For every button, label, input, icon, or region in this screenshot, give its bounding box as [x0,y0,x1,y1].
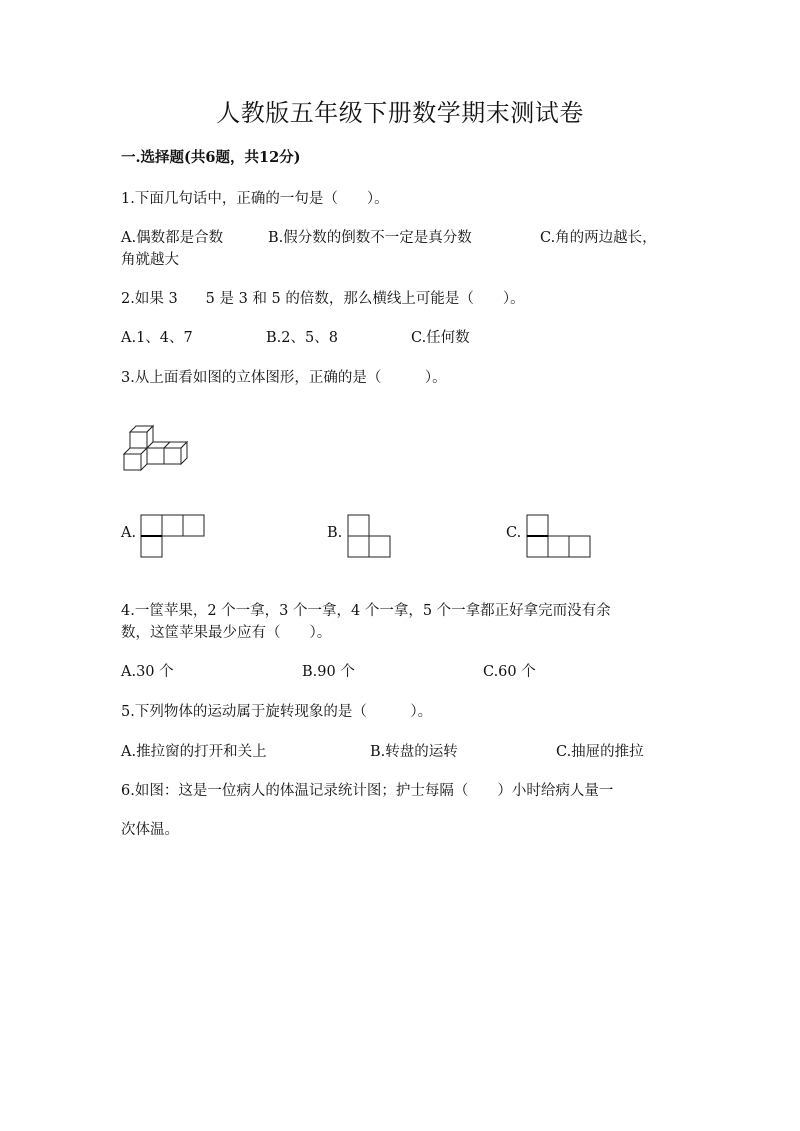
question-3-option-c-label: C. [506,525,522,541]
question-6-stem-continued: 次体温。 [121,822,179,838]
question-4-option-b: B.90 个 [302,664,355,680]
question-1-stem: 1.下面几句话中，正确的一句是（ ）。 [121,191,389,207]
cube-stack-figure [120,420,190,472]
question-2-stem-part-2: 5 是 3 和 5 的倍数，那么横线上可能是（ ）。 [205,291,525,307]
question-2-stem [121,288,525,310]
question-3-option-b-figure [347,514,393,560]
question-4-option-c: C.60 个 [483,664,536,680]
question-2-stem-part-1: 2.如果 3 [121,291,178,307]
question-5-option-c: C.抽屉的推拉 [556,744,644,760]
question-1-option-b: B.假分数的倒数不一定是真分数 [268,230,472,246]
question-3-option-a-figure [140,514,206,560]
question-6-stem: 6.如图：这是一位病人的体温记录统计图；护士每隔（ ）小时给病人量一 [121,783,614,799]
question-2-option-a: A.1、4、7 [121,330,193,346]
page-title: 人教版五年级下册数学期末测试卷 [216,99,584,127]
question-2-option-c: C.任何数 [411,330,470,346]
question-4-option-a: A.30 个 [121,664,174,680]
question-4-stem: 4.一筐苹果，2 个一拿，3 个一拿，4 个一拿，5 个一拿都正好拿完而没有余 [121,603,611,619]
question-3-option-c-figure [526,514,592,560]
question-3-option-b-label: B. [327,525,343,541]
question-5-stem: 5.下列物体的运动属于旋转现象的是（ ）。 [121,704,433,720]
question-5-option-a: A.推拉窗的打开和关上 [121,744,267,760]
question-3-option-a-label: A. [121,525,137,541]
question-2-option-b: B.2、5、8 [266,330,338,346]
question-1-option-c-continued: 角就越大 [121,252,179,268]
question-5-option-b: B.转盘的运转 [370,744,458,760]
section-heading: 一.选择题(共6题，共12分) [121,149,301,166]
question-1-option-a: A.偶数都是合数 [121,230,224,246]
question-3-stem: 3.从上面看如图的立体图形，正确的是（ ）。 [121,370,447,386]
question-4-stem-continued: 数，这筐苹果最少应有（ ）。 [121,625,332,641]
question-1-option-c: C.角的两边越长， [540,230,657,246]
